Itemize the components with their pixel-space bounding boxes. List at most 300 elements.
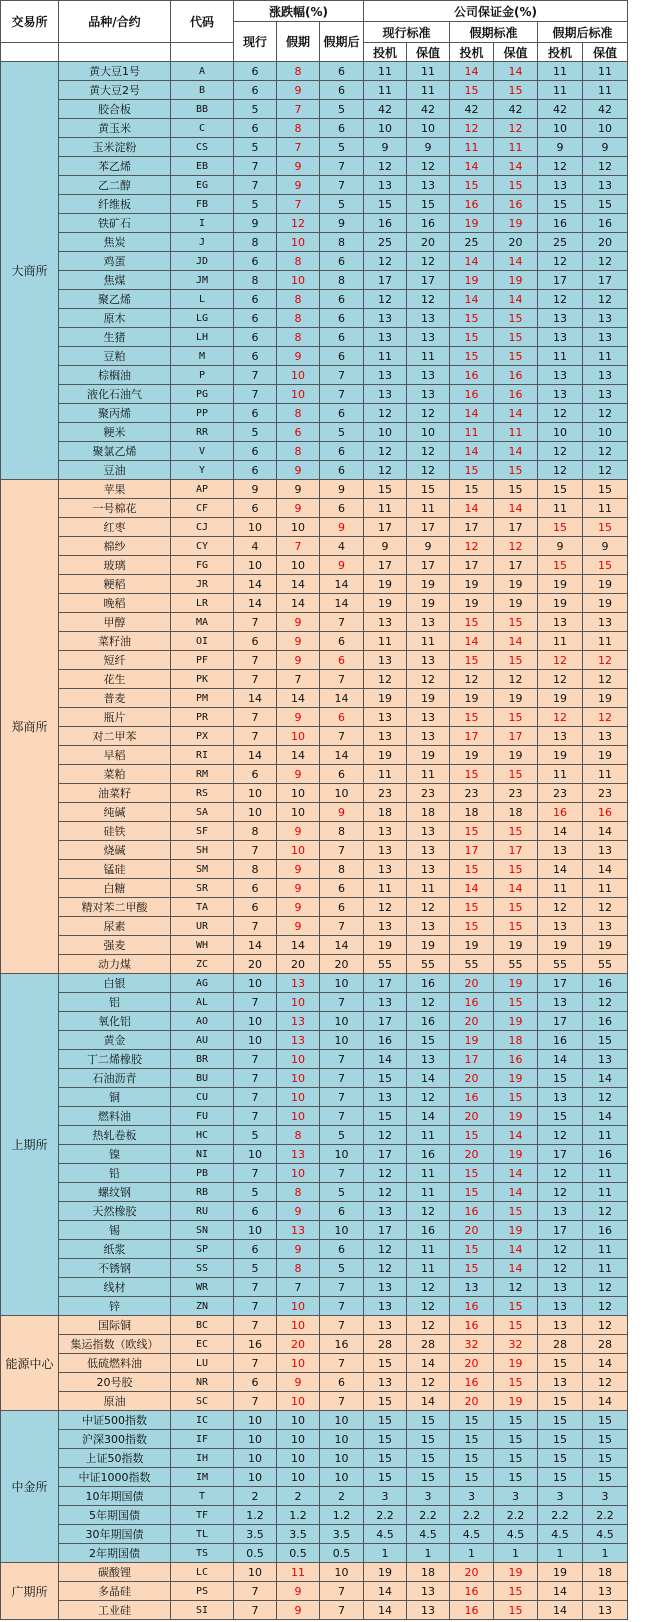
product-name-cell: 30年期国债 bbox=[59, 1525, 171, 1544]
current-hedge-cell: 13 bbox=[407, 176, 450, 195]
holiday-hedge-cell: 19 bbox=[494, 1069, 538, 1088]
holiday-spec-cell: 15 bbox=[450, 328, 494, 347]
limit-current-cell: 1.2 bbox=[234, 1506, 277, 1525]
limit-after-cell: 6 bbox=[320, 765, 364, 784]
current-hedge-cell: 11 bbox=[407, 1259, 450, 1278]
current-hedge-cell: 19 bbox=[407, 594, 450, 613]
after-hedge-cell: 17 bbox=[583, 271, 628, 290]
current-hedge-cell: 12 bbox=[407, 993, 450, 1012]
limit-after-cell: 5 bbox=[320, 423, 364, 442]
holiday-hedge-cell: 18 bbox=[494, 1031, 538, 1050]
limit-holiday-cell: 13 bbox=[277, 1031, 320, 1050]
table-row bbox=[1, 1487, 628, 1506]
after-spec-cell: 12 bbox=[538, 1126, 583, 1145]
current-hedge-cell: 15 bbox=[407, 1449, 450, 1468]
product-name-cell: 白糖 bbox=[59, 879, 171, 898]
table-row bbox=[1, 518, 628, 537]
after-spec-cell: 19 bbox=[538, 594, 583, 613]
after-spec-cell: 14 bbox=[538, 1601, 583, 1620]
current-spec-cell: 13 bbox=[364, 1373, 407, 1392]
holiday-hedge-cell: 19 bbox=[494, 1145, 538, 1164]
after-spec-cell: 12 bbox=[538, 157, 583, 176]
limit-holiday-cell: 10 bbox=[277, 1069, 320, 1088]
product-code-cell: SP bbox=[171, 1240, 234, 1259]
holiday-hedge-cell: 19 bbox=[494, 1107, 538, 1126]
holiday-hedge-cell: 11 bbox=[494, 423, 538, 442]
table-row bbox=[1, 195, 628, 214]
product-name-cell: 苹果 bbox=[59, 480, 171, 499]
holiday-spec-cell: 15 bbox=[450, 480, 494, 499]
current-spec-cell: 13 bbox=[364, 328, 407, 347]
holiday-hedge-cell: 15 bbox=[494, 1601, 538, 1620]
holiday-hedge-cell: 19 bbox=[494, 936, 538, 955]
limit-current-cell: 7 bbox=[234, 841, 277, 860]
table-row bbox=[1, 328, 628, 347]
product-name-cell: 螺纹钢 bbox=[59, 1183, 171, 1202]
holiday-hedge-cell: 16 bbox=[494, 195, 538, 214]
limit-holiday-cell: 10 bbox=[277, 366, 320, 385]
limit-current-cell: 5 bbox=[234, 423, 277, 442]
limit-current-cell: 6 bbox=[234, 879, 277, 898]
holiday-spec-cell: 19 bbox=[450, 689, 494, 708]
holiday-spec-cell: 17 bbox=[450, 556, 494, 575]
holiday-hedge-cell: 15 bbox=[494, 1373, 538, 1392]
after-spec-cell: 12 bbox=[538, 1240, 583, 1259]
product-name-cell: 纯碱 bbox=[59, 803, 171, 822]
limit-current-cell: 0.5 bbox=[234, 1544, 277, 1563]
holiday-hedge-cell: 15 bbox=[494, 651, 538, 670]
table-row bbox=[1, 499, 628, 518]
after-spec-cell: 11 bbox=[538, 499, 583, 518]
limit-after-cell: 7 bbox=[320, 385, 364, 404]
after-hedge-cell: 12 bbox=[583, 1373, 628, 1392]
limit-after-cell: 10 bbox=[320, 974, 364, 993]
current-spec-cell: 4.5 bbox=[364, 1525, 407, 1544]
current-spec-cell: 13 bbox=[364, 708, 407, 727]
table-row bbox=[1, 974, 628, 993]
table-row bbox=[1, 1430, 628, 1449]
after-hedge-cell: 15 bbox=[583, 195, 628, 214]
table-row bbox=[1, 1107, 628, 1126]
product-code-cell: CS bbox=[171, 138, 234, 157]
limit-after-cell: 6 bbox=[320, 1373, 364, 1392]
limit-current-cell: 14 bbox=[234, 936, 277, 955]
limit-after-cell: 8 bbox=[320, 271, 364, 290]
limit-holiday-cell: 10 bbox=[277, 1297, 320, 1316]
holiday-spec-cell: 14 bbox=[450, 879, 494, 898]
after-hedge-cell: 15 bbox=[583, 1411, 628, 1430]
current-hedge-cell: 23 bbox=[407, 784, 450, 803]
limit-current-cell: 10 bbox=[234, 974, 277, 993]
limit-after-cell: 6 bbox=[320, 62, 364, 81]
current-hedge-cell: 28 bbox=[407, 1335, 450, 1354]
current-spec-cell: 12 bbox=[364, 252, 407, 271]
table-row bbox=[1, 1278, 628, 1297]
holiday-hedge-cell: 2.2 bbox=[494, 1506, 538, 1525]
limit-current-cell: 7 bbox=[234, 651, 277, 670]
product-code-cell: RI bbox=[171, 746, 234, 765]
holiday-spec-cell: 16 bbox=[450, 1316, 494, 1335]
after-hedge-cell: 11 bbox=[583, 1240, 628, 1259]
product-code-cell: SA bbox=[171, 803, 234, 822]
after-spec-cell: 10 bbox=[538, 119, 583, 138]
limit-current-cell: 7 bbox=[234, 366, 277, 385]
product-name-cell: 中证1000指数 bbox=[59, 1468, 171, 1487]
product-code-cell: SS bbox=[171, 1259, 234, 1278]
limit-current-cell: 10 bbox=[234, 1563, 277, 1582]
limit-holiday-cell: 7 bbox=[277, 1278, 320, 1297]
table-row bbox=[1, 461, 628, 480]
holiday-spec-cell: 15 bbox=[450, 1411, 494, 1430]
limit-current-cell: 6 bbox=[234, 347, 277, 366]
header-exchange: 交易所 bbox=[1, 1, 59, 43]
table-row bbox=[1, 1582, 628, 1601]
after-spec-cell: 16 bbox=[538, 1031, 583, 1050]
limit-current-cell: 7 bbox=[234, 176, 277, 195]
holiday-hedge-cell: 17 bbox=[494, 556, 538, 575]
holiday-hedge-cell: 17 bbox=[494, 841, 538, 860]
current-spec-cell: 15 bbox=[364, 1107, 407, 1126]
after-hedge-cell: 12 bbox=[583, 252, 628, 271]
limit-current-cell: 14 bbox=[234, 575, 277, 594]
product-name-cell: 原油 bbox=[59, 1392, 171, 1411]
header-limit-holiday: 假期 bbox=[277, 22, 320, 62]
holiday-spec-cell: 2.2 bbox=[450, 1506, 494, 1525]
product-code-cell: AG bbox=[171, 974, 234, 993]
current-spec-cell: 9 bbox=[364, 138, 407, 157]
table-row bbox=[1, 1088, 628, 1107]
product-code-cell: WR bbox=[171, 1278, 234, 1297]
current-spec-cell: 13 bbox=[364, 727, 407, 746]
product-name-cell: 玉米淀粉 bbox=[59, 138, 171, 157]
after-hedge-cell: 19 bbox=[583, 689, 628, 708]
product-name-cell: 热轧卷板 bbox=[59, 1126, 171, 1145]
holiday-hedge-cell: 15 bbox=[494, 1582, 538, 1601]
limit-after-cell: 7 bbox=[320, 1297, 364, 1316]
current-hedge-cell: 13 bbox=[407, 917, 450, 936]
limit-holiday-cell: 11 bbox=[277, 1563, 320, 1582]
limit-holiday-cell: 14 bbox=[277, 936, 320, 955]
product-name-cell: 生猪 bbox=[59, 328, 171, 347]
limit-holiday-cell: 8 bbox=[277, 252, 320, 271]
table-row bbox=[1, 879, 628, 898]
product-code-cell: TA bbox=[171, 898, 234, 917]
limit-current-cell: 6 bbox=[234, 461, 277, 480]
table-row bbox=[1, 1183, 628, 1202]
holiday-spec-cell: 14 bbox=[450, 252, 494, 271]
current-hedge-cell: 11 bbox=[407, 62, 450, 81]
holiday-hedge-cell: 14 bbox=[494, 632, 538, 651]
limit-holiday-cell: 9 bbox=[277, 461, 320, 480]
after-hedge-cell: 23 bbox=[583, 784, 628, 803]
holiday-spec-cell: 15 bbox=[450, 347, 494, 366]
holiday-hedge-cell: 14 bbox=[494, 404, 538, 423]
holiday-spec-cell: 15 bbox=[450, 309, 494, 328]
after-spec-cell: 17 bbox=[538, 974, 583, 993]
product-code-cell: RS bbox=[171, 784, 234, 803]
limit-holiday-cell: 9 bbox=[277, 898, 320, 917]
product-name-cell: 豆油 bbox=[59, 461, 171, 480]
limit-holiday-cell: 10 bbox=[277, 385, 320, 404]
after-spec-cell: 4.5 bbox=[538, 1525, 583, 1544]
holiday-hedge-cell: 19 bbox=[494, 214, 538, 233]
limit-current-cell: 10 bbox=[234, 518, 277, 537]
holiday-spec-cell: 19 bbox=[450, 746, 494, 765]
limit-current-cell: 4 bbox=[234, 537, 277, 556]
limit-holiday-cell: 10 bbox=[277, 1088, 320, 1107]
current-spec-cell: 13 bbox=[364, 309, 407, 328]
current-hedge-cell: 16 bbox=[407, 1012, 450, 1031]
after-spec-cell: 17 bbox=[538, 1012, 583, 1031]
current-spec-cell: 12 bbox=[364, 290, 407, 309]
current-spec-cell: 18 bbox=[364, 803, 407, 822]
limit-after-cell: 10 bbox=[320, 1221, 364, 1240]
holiday-spec-cell: 14 bbox=[450, 442, 494, 461]
after-hedge-cell: 13 bbox=[583, 613, 628, 632]
holiday-spec-cell: 11 bbox=[450, 423, 494, 442]
limit-current-cell: 10 bbox=[234, 556, 277, 575]
current-spec-cell: 15 bbox=[364, 1069, 407, 1088]
current-spec-cell: 17 bbox=[364, 1012, 407, 1031]
table-row bbox=[1, 271, 628, 290]
holiday-hedge-cell: 1 bbox=[494, 1544, 538, 1563]
product-name-cell: 燃料油 bbox=[59, 1107, 171, 1126]
holiday-spec-cell: 14 bbox=[450, 157, 494, 176]
limit-holiday-cell: 10 bbox=[277, 993, 320, 1012]
table-row bbox=[1, 1221, 628, 1240]
product-code-cell: JR bbox=[171, 575, 234, 594]
product-name-cell: 碳酸锂 bbox=[59, 1563, 171, 1582]
holiday-spec-cell: 14 bbox=[450, 62, 494, 81]
holiday-spec-cell: 20 bbox=[450, 1563, 494, 1582]
table-row bbox=[1, 822, 628, 841]
product-name-cell: 多晶硅 bbox=[59, 1582, 171, 1601]
limit-after-cell: 10 bbox=[320, 1430, 364, 1449]
limit-after-cell: 7 bbox=[320, 1601, 364, 1620]
after-hedge-cell: 14 bbox=[583, 1354, 628, 1373]
holiday-spec-cell: 16 bbox=[450, 1601, 494, 1620]
holiday-spec-cell: 20 bbox=[450, 1145, 494, 1164]
product-code-cell: CF bbox=[171, 499, 234, 518]
current-spec-cell: 15 bbox=[364, 480, 407, 499]
exchange-cell: 中金所 bbox=[1, 1411, 59, 1563]
product-code-cell: IH bbox=[171, 1449, 234, 1468]
current-spec-cell: 13 bbox=[364, 841, 407, 860]
holiday-hedge-cell: 19 bbox=[494, 271, 538, 290]
after-hedge-cell: 12 bbox=[583, 461, 628, 480]
current-spec-cell: 2.2 bbox=[364, 1506, 407, 1525]
limit-holiday-cell: 9 bbox=[277, 480, 320, 499]
holiday-spec-cell: 17 bbox=[450, 727, 494, 746]
table-row bbox=[1, 594, 628, 613]
limit-after-cell: 9 bbox=[320, 803, 364, 822]
product-code-cell: SC bbox=[171, 1392, 234, 1411]
holiday-hedge-cell: 12 bbox=[494, 1278, 538, 1297]
product-code-cell: P bbox=[171, 366, 234, 385]
limit-after-cell: 10 bbox=[320, 784, 364, 803]
product-name-cell: 铅 bbox=[59, 1164, 171, 1183]
holiday-spec-cell: 16 bbox=[450, 993, 494, 1012]
limit-holiday-cell: 12 bbox=[277, 214, 320, 233]
limit-holiday-cell: 9 bbox=[277, 499, 320, 518]
product-name-cell: 菜籽油 bbox=[59, 632, 171, 651]
current-spec-cell: 42 bbox=[364, 100, 407, 119]
product-code-cell: TS bbox=[171, 1544, 234, 1563]
limit-current-cell: 7 bbox=[234, 727, 277, 746]
holiday-hedge-cell: 19 bbox=[494, 689, 538, 708]
after-hedge-cell: 15 bbox=[583, 480, 628, 499]
limit-holiday-cell: 9 bbox=[277, 632, 320, 651]
limit-current-cell: 7 bbox=[234, 1354, 277, 1373]
after-hedge-cell: 12 bbox=[583, 290, 628, 309]
holiday-hedge-cell: 15 bbox=[494, 708, 538, 727]
table-row bbox=[1, 575, 628, 594]
limit-holiday-cell: 9 bbox=[277, 917, 320, 936]
after-spec-cell: 13 bbox=[538, 613, 583, 632]
after-spec-cell: 11 bbox=[538, 81, 583, 100]
product-code-cell: AU bbox=[171, 1031, 234, 1050]
limit-holiday-cell: 8 bbox=[277, 309, 320, 328]
product-code-cell: LH bbox=[171, 328, 234, 347]
holiday-spec-cell: 15 bbox=[450, 708, 494, 727]
after-hedge-cell: 11 bbox=[583, 1259, 628, 1278]
current-hedge-cell: 11 bbox=[407, 1183, 450, 1202]
limit-current-cell: 8 bbox=[234, 822, 277, 841]
current-spec-cell: 15 bbox=[364, 1468, 407, 1487]
after-spec-cell: 12 bbox=[538, 670, 583, 689]
holiday-spec-cell: 15 bbox=[450, 1126, 494, 1145]
holiday-hedge-cell: 19 bbox=[494, 974, 538, 993]
after-spec-cell: 13 bbox=[538, 1373, 583, 1392]
table-row bbox=[1, 746, 628, 765]
product-code-cell: B bbox=[171, 81, 234, 100]
product-code-cell: JM bbox=[171, 271, 234, 290]
product-name-cell: 普麦 bbox=[59, 689, 171, 708]
product-code-cell: SR bbox=[171, 879, 234, 898]
current-spec-cell: 19 bbox=[364, 1563, 407, 1582]
holiday-spec-cell: 15 bbox=[450, 1240, 494, 1259]
limit-after-cell: 5 bbox=[320, 138, 364, 157]
current-spec-cell: 16 bbox=[364, 214, 407, 233]
limit-current-cell: 14 bbox=[234, 689, 277, 708]
header-current-spec: 投机 bbox=[364, 43, 407, 62]
after-hedge-cell: 14 bbox=[583, 860, 628, 879]
product-name-cell: 焦煤 bbox=[59, 271, 171, 290]
after-hedge-cell: 15 bbox=[583, 1031, 628, 1050]
after-hedge-cell: 14 bbox=[583, 822, 628, 841]
holiday-spec-cell: 17 bbox=[450, 1050, 494, 1069]
product-name-cell: 纸浆 bbox=[59, 1240, 171, 1259]
current-hedge-cell: 12 bbox=[407, 1278, 450, 1297]
holiday-spec-cell: 15 bbox=[450, 1449, 494, 1468]
limit-current-cell: 5 bbox=[234, 1126, 277, 1145]
current-spec-cell: 13 bbox=[364, 917, 407, 936]
holiday-spec-cell: 20 bbox=[450, 974, 494, 993]
limit-after-cell: 0.5 bbox=[320, 1544, 364, 1563]
product-code-cell: IC bbox=[171, 1411, 234, 1430]
header-current-standard: 现行标准 bbox=[364, 22, 450, 43]
holiday-hedge-cell: 19 bbox=[494, 575, 538, 594]
holiday-spec-cell: 19 bbox=[450, 575, 494, 594]
holiday-hedge-cell: 14 bbox=[494, 1183, 538, 1202]
after-hedge-cell: 11 bbox=[583, 765, 628, 784]
current-spec-cell: 13 bbox=[364, 1316, 407, 1335]
limit-current-cell: 7 bbox=[234, 1164, 277, 1183]
current-spec-cell: 12 bbox=[364, 461, 407, 480]
product-name-cell: 锌 bbox=[59, 1297, 171, 1316]
after-spec-cell: 19 bbox=[538, 746, 583, 765]
product-code-cell: ZC bbox=[171, 955, 234, 974]
after-spec-cell: 19 bbox=[538, 689, 583, 708]
table-row bbox=[1, 860, 628, 879]
limit-holiday-cell: 8 bbox=[277, 1183, 320, 1202]
after-hedge-cell: 12 bbox=[583, 1316, 628, 1335]
after-spec-cell: 17 bbox=[538, 271, 583, 290]
table-row bbox=[1, 1297, 628, 1316]
after-spec-cell: 19 bbox=[538, 936, 583, 955]
holiday-hedge-cell: 15 bbox=[494, 765, 538, 784]
after-spec-cell: 12 bbox=[538, 252, 583, 271]
limit-holiday-cell: 9 bbox=[277, 81, 320, 100]
holiday-hedge-cell: 19 bbox=[494, 1012, 538, 1031]
after-hedge-cell: 12 bbox=[583, 1278, 628, 1297]
after-hedge-cell: 11 bbox=[583, 879, 628, 898]
limit-current-cell: 6 bbox=[234, 290, 277, 309]
holiday-hedge-cell: 16 bbox=[494, 366, 538, 385]
limit-holiday-cell: 10 bbox=[277, 271, 320, 290]
table-row bbox=[1, 62, 628, 81]
after-spec-cell: 15 bbox=[538, 1411, 583, 1430]
current-spec-cell: 25 bbox=[364, 233, 407, 252]
limit-holiday-cell: 10 bbox=[277, 1354, 320, 1373]
holiday-spec-cell: 23 bbox=[450, 784, 494, 803]
product-name-cell: 精对苯二甲酸 bbox=[59, 898, 171, 917]
limit-current-cell: 6 bbox=[234, 765, 277, 784]
limit-current-cell: 5 bbox=[234, 138, 277, 157]
current-hedge-cell: 17 bbox=[407, 556, 450, 575]
product-code-cell: ZN bbox=[171, 1297, 234, 1316]
after-spec-cell: 16 bbox=[538, 214, 583, 233]
table-row bbox=[1, 708, 628, 727]
limit-current-cell: 9 bbox=[234, 214, 277, 233]
limit-after-cell: 5 bbox=[320, 1183, 364, 1202]
product-name-cell: 上证50指数 bbox=[59, 1449, 171, 1468]
limit-holiday-cell: 8 bbox=[277, 1126, 320, 1145]
limit-current-cell: 10 bbox=[234, 1449, 277, 1468]
header-holiday-standard: 假期标准 bbox=[450, 22, 538, 43]
holiday-hedge-cell: 15 bbox=[494, 1468, 538, 1487]
after-spec-cell: 13 bbox=[538, 328, 583, 347]
limit-after-cell: 10 bbox=[320, 1411, 364, 1430]
limit-after-cell: 14 bbox=[320, 689, 364, 708]
table-row bbox=[1, 290, 628, 309]
header-exchange-cont bbox=[1, 43, 59, 62]
current-hedge-cell: 13 bbox=[407, 328, 450, 347]
current-hedge-cell: 4.5 bbox=[407, 1525, 450, 1544]
product-code-cell: RU bbox=[171, 1202, 234, 1221]
current-hedge-cell: 16 bbox=[407, 214, 450, 233]
holiday-hedge-cell: 15 bbox=[494, 309, 538, 328]
product-name-cell: 国际铜 bbox=[59, 1316, 171, 1335]
current-hedge-cell: 17 bbox=[407, 271, 450, 290]
product-code-cell: M bbox=[171, 347, 234, 366]
product-code-cell: AP bbox=[171, 480, 234, 499]
limit-current-cell: 16 bbox=[234, 1335, 277, 1354]
holiday-spec-cell: 15 bbox=[450, 1468, 494, 1487]
current-hedge-cell: 12 bbox=[407, 898, 450, 917]
holiday-hedge-cell: 15 bbox=[494, 1430, 538, 1449]
limit-holiday-cell: 9 bbox=[277, 347, 320, 366]
